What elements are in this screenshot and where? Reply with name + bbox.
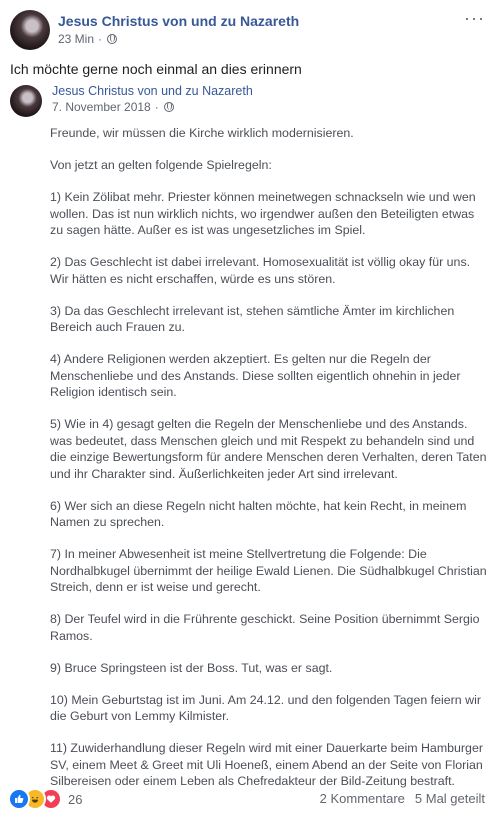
shared-author-avatar[interactable] xyxy=(10,85,42,117)
paragraph: Freunde, wir müssen die Kirche wirklich modernisieren. xyxy=(50,126,354,140)
post-timestamp[interactable]: 23 Min xyxy=(58,32,95,46)
paragraph: 9) Bruce Springsteen ist der Boss. Tut, was er sagt. xyxy=(50,660,333,675)
paragraph: 2) Das Geschlecht ist dabei irrelevant. Homosexualität ist völlig okay für uns. Wir hätten es nicht erschaffen, würde es uns stören. xyxy=(50,255,471,286)
shares-link[interactable]: 5 Mal geteilt xyxy=(414,791,485,806)
paragraph: 1) Kein Zölibat mehr. Priester können meinetwegen schnackseln wie und wen wollen. Das ist nun wirklich nichts, wo irgendwer außen den Beteiligten etwas zu sagen hätte. Außer es ist was ungesetzliches im Spiel. xyxy=(50,190,476,237)
like-icon xyxy=(8,788,30,810)
engagement-counts xyxy=(320,791,485,806)
paragraph: 7) In meiner Abwesenheit ist meine Stellvertretung die Folgende: Die Nordhalbkugel übernimmt der heilige Ewald Lienen. Die Südhalbkugel Christian Streich, denn er ist weise und gerecht. xyxy=(50,547,487,594)
post-text: Ich möchte gerne noch einmal an dies erinnern xyxy=(10,61,302,77)
post-footer xyxy=(0,783,497,813)
globe-icon[interactable] xyxy=(164,102,174,112)
reactions-summary[interactable] xyxy=(8,788,82,810)
shared-author-name[interactable]: Jesus Christus von und zu Nazareth xyxy=(52,84,253,98)
author-name[interactable]: Jesus Christus von und zu Nazareth xyxy=(58,13,300,29)
shared-post-meta: 7. November 2018 · xyxy=(52,100,174,114)
globe-icon[interactable] xyxy=(107,34,117,44)
comments-link[interactable]: 2 Kommentare xyxy=(319,791,405,806)
paragraph: 8) Der Teufel wird in die Frührente geschickt. Seine Position übernimmt Sergio Ramos. xyxy=(50,612,480,643)
shared-post xyxy=(0,81,497,788)
shared-post-body xyxy=(50,125,490,805)
paragraph: 5) Wie in 4) gesagt gelten die Regeln der Menschenliebe und des Anstands. was bedeutet, dass Menschen gleich und mit Respekt zu behandeln sind und die einzige Bewertungsform für andere Menschen deren Verhalten, deren Taten und ihr Charakter sind. Äußerlichkeiten jeder Art sind irrelevant. xyxy=(50,417,487,481)
paragraph: 4) Andere Religionen werden akzeptiert. Es gelten nur die Regeln der Menschenliebe und des Anstands. Diese sollten eigentlich ohnehin in jeder Religion identisch sein. xyxy=(50,352,461,399)
paragraph: Von jetzt an gelten folgende Spielregeln: xyxy=(50,158,272,172)
post-meta: 23 Min · xyxy=(58,32,117,46)
shared-post-date[interactable]: 7. November 2018 xyxy=(52,100,151,114)
paragraph: 11) Zuwiderhandlung dieser Regeln wird mit einer Dauerkarte beim Hamburger SV, einem Meet & Greet mit Uli Hoeneß, einem Abend an der Seite von Florian Silbereisen oder einem Leben als Chefredakteur der Bild-Zeitung bestraft. xyxy=(50,741,483,788)
paragraph: 10) Mein Geburtstag ist im Juni. Am 24.12. und den folgenden Tagen feiern wir die Geburt von Lemmy Kilmister. xyxy=(50,692,481,723)
paragraph: 6) Wer sich an diese Regeln nicht halten möchte, hat kein Recht, in meinem Namen zu sprechen. xyxy=(50,498,467,529)
reaction-count: 26 xyxy=(68,791,83,807)
more-options-icon[interactable]: ··· xyxy=(464,8,485,28)
author-avatar[interactable] xyxy=(10,10,50,50)
paragraph: 3) Da das Geschlecht irrelevant ist, stehen sämtliche Ämter im kirchlichen Bereich auch Frauen zu. xyxy=(50,303,455,334)
